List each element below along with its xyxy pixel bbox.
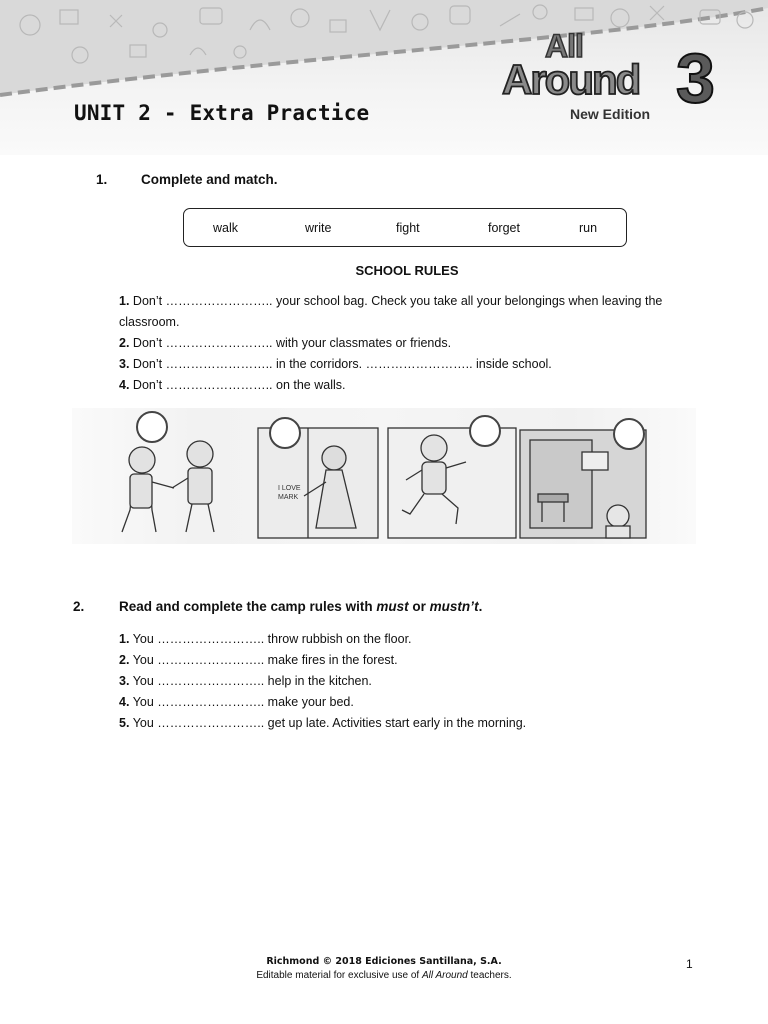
exercise-1-item: 1. Don’t …………………….. your school bag. Check you take all your belongings when leaving the <box>119 294 663 308</box>
picture-boys-fighting <box>122 441 214 532</box>
page-title: UNIT 2 - Extra Practice <box>74 101 370 125</box>
logo-number: 3 <box>676 39 715 117</box>
school-rules-heading: SCHOOL RULES <box>355 263 459 278</box>
svg-text:I LOVE: I LOVE <box>278 485 301 492</box>
footer-copyright: Richmond © 2018 Ediciones Santillana, S.A. <box>266 956 502 967</box>
exercise-1-number: 1. <box>96 172 108 187</box>
word-bank-item: run <box>579 221 598 235</box>
word-bank-item: fight <box>396 221 420 235</box>
illustrations <box>72 408 696 544</box>
footer-note: Editable material for exclusive use of All Around teachers. <box>256 970 512 981</box>
exercise-2-item: 3. You …………………….. help in the kitchen. <box>119 674 372 688</box>
exercise-2-item: 4. You …………………….. make your bed. <box>119 695 354 709</box>
logo-text-around: Around <box>502 56 640 103</box>
answer-circle <box>614 419 644 449</box>
word-bank <box>183 208 627 247</box>
exercise-1-item-continuation: classroom. <box>119 315 180 329</box>
word-bank-item: walk <box>213 221 239 235</box>
exercise-1-item: 2. Don’t …………………….. with your classmates or friends. <box>119 336 452 350</box>
svg-text:MARK: MARK <box>278 494 299 501</box>
exercise-1-title: Complete and match. <box>141 172 278 187</box>
exercise-2-number: 2. <box>73 599 85 614</box>
exercise-2-item: 5. You …………………….. get up late. Activities start early in the morning. <box>119 716 527 730</box>
exercise-1-item: 3. Don’t …………………….. in the corridors. …………………….. inside school. <box>119 357 552 371</box>
picture-strip <box>72 408 696 544</box>
exercise-2-title: Read and complete the camp rules with must or mustn’t. <box>119 599 483 614</box>
logo-edition: New Edition <box>570 106 651 122</box>
page-number: 1 <box>686 957 693 971</box>
exercise-1-item: 4. Don’t …………………….. on the walls. <box>119 378 346 392</box>
answer-circle <box>270 418 300 448</box>
answer-circle <box>137 412 167 442</box>
exercise-2-item: 1. You …………………….. throw rubbish on the floor. <box>119 632 412 646</box>
word-bank-item: write <box>305 221 332 235</box>
exercise-2-item: 2. You …………………….. make fires in the forest. <box>119 653 398 667</box>
picture-boy-running <box>388 428 516 538</box>
answer-circle <box>470 416 500 446</box>
word-bank-item: forget <box>488 221 520 235</box>
all-around-logo <box>498 28 738 128</box>
logo-text-all: All <box>545 28 583 64</box>
